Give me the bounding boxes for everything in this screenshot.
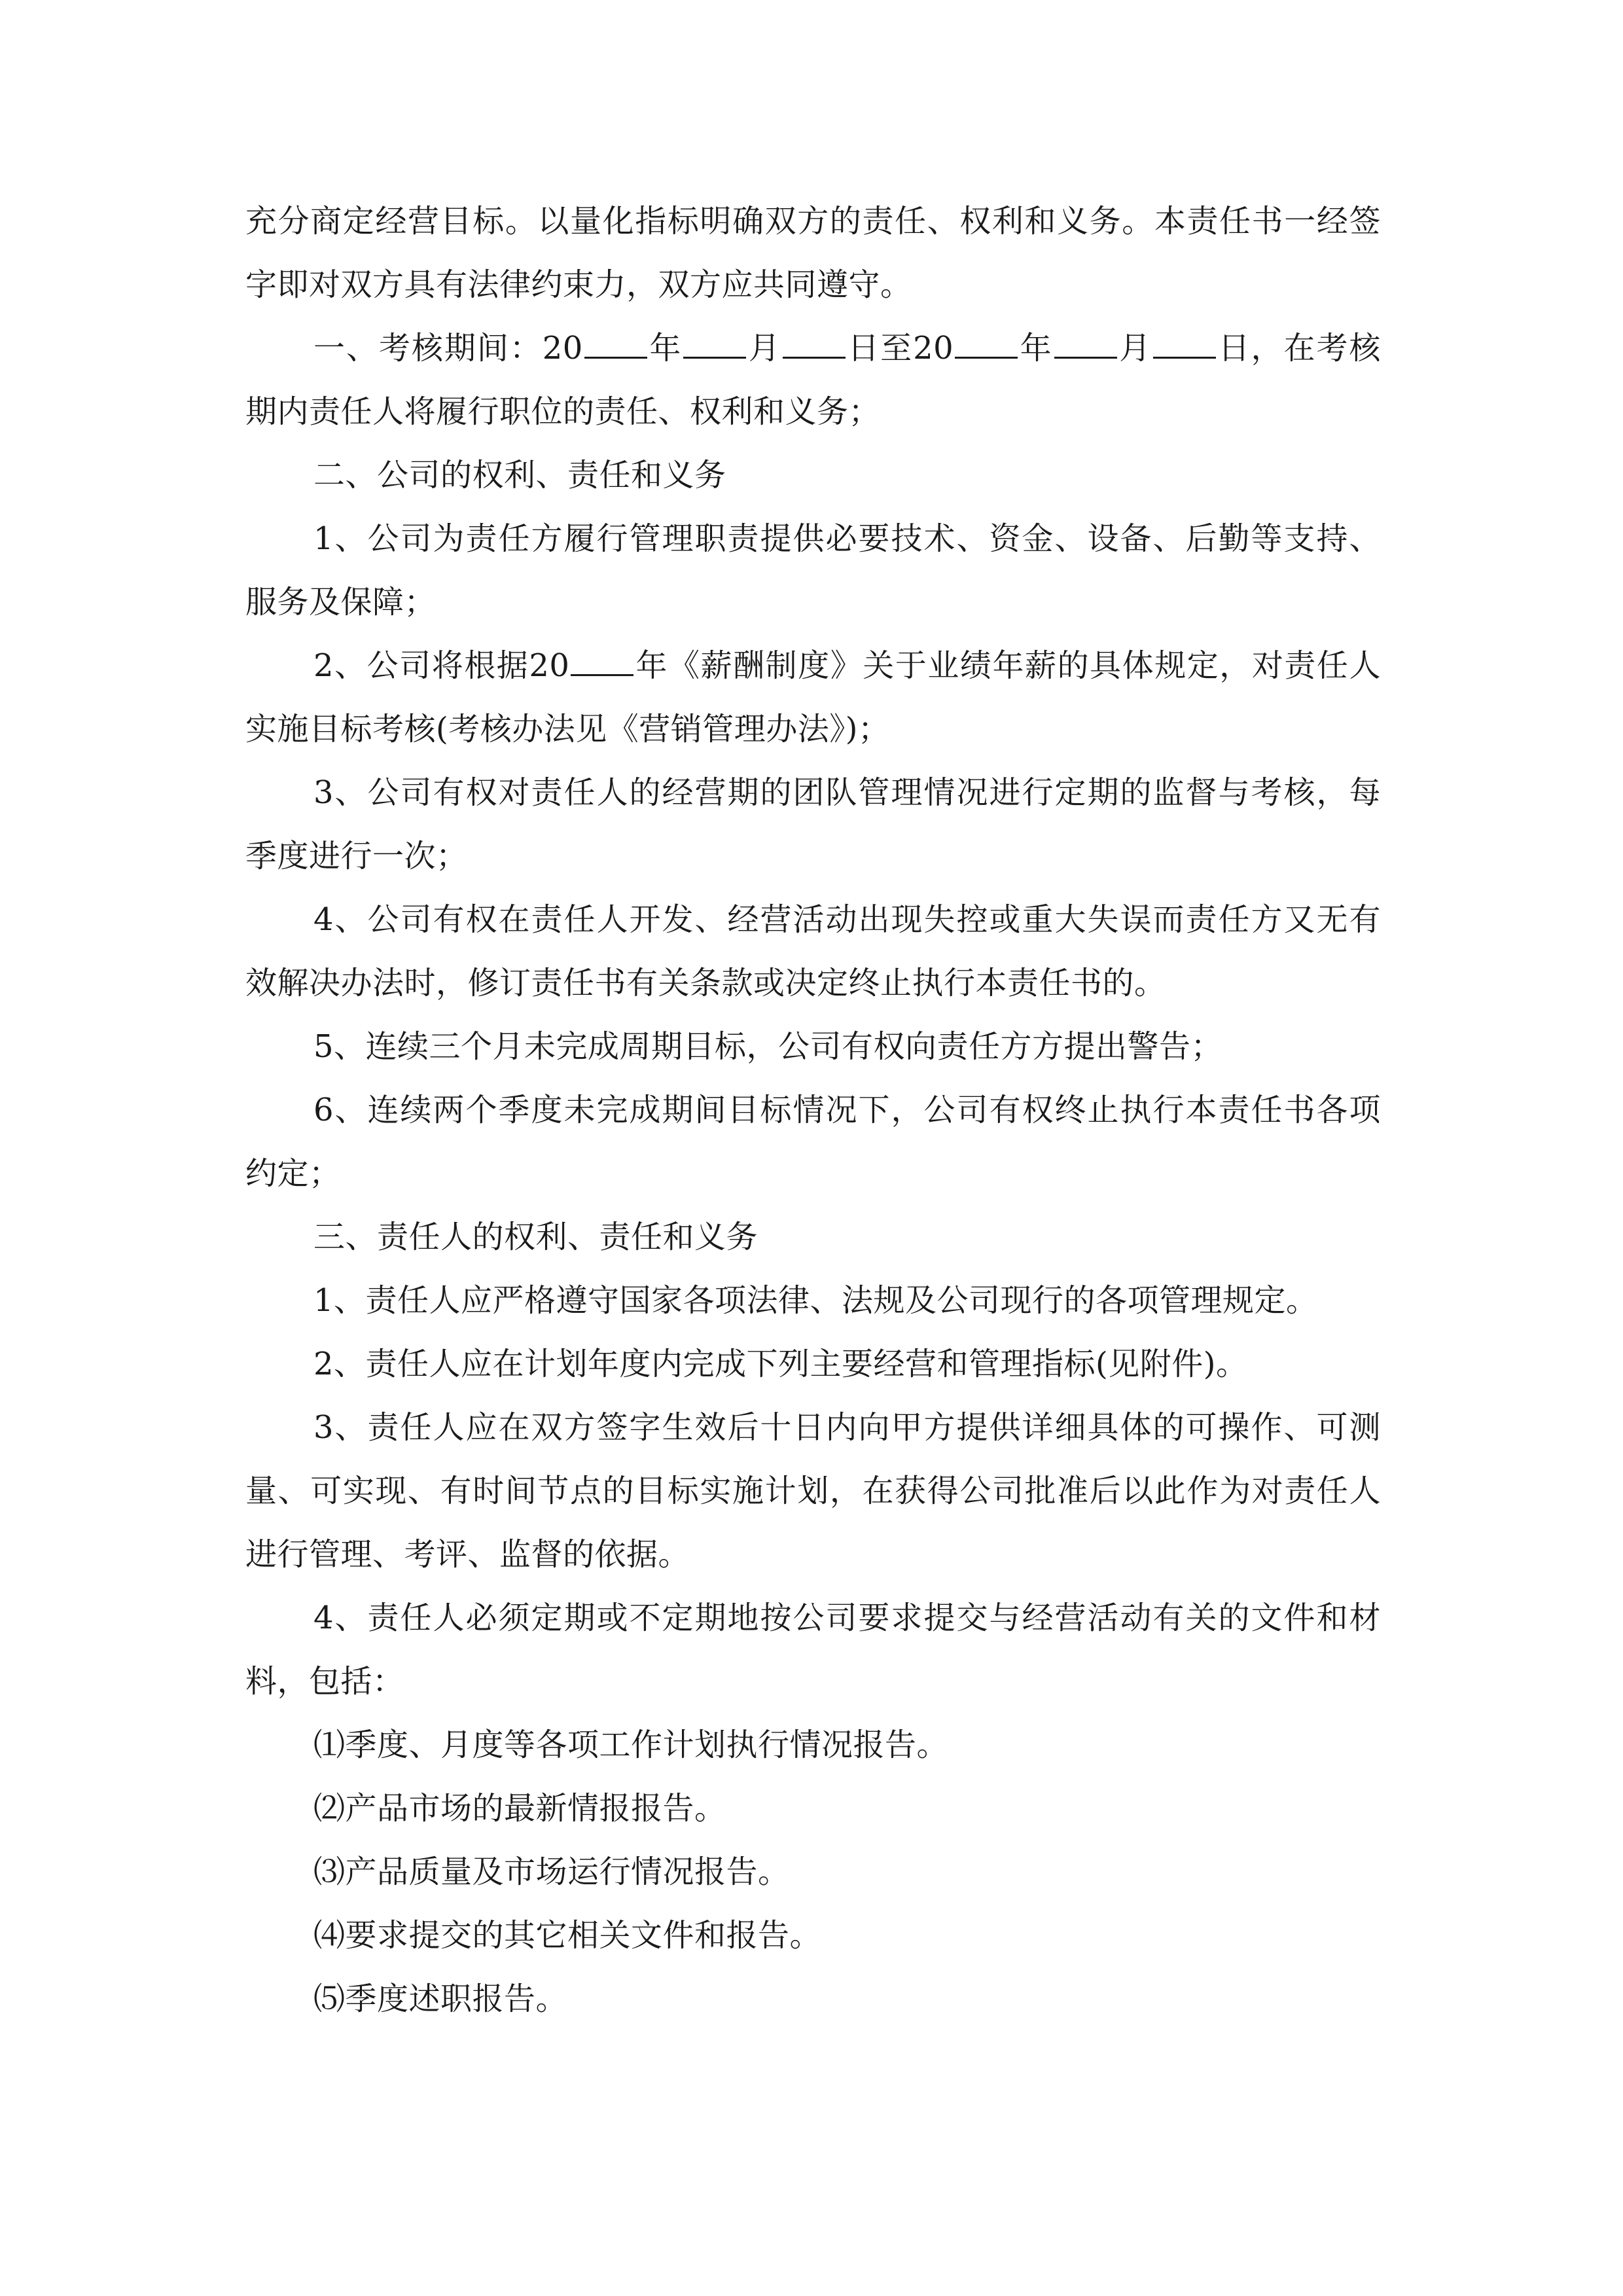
period-day-label-1: 日至20 [846,330,954,367]
responsible-clause-4: 4、责任人必须定期或不定期地按公司要求提交与经营活动有关的文件和材料，包括： [245,1600,1381,1700]
report-item-1: ⑴季度、月度等各项工作计划执行情况报告。 [313,1727,949,1763]
company-clause-4: 4、公司有权在责任人开发、经营活动出现失控或重大失误而责任方又无有效解决办法时，修订责任书有关条款或决定终止执行本责任书的。 [245,901,1381,1001]
period-lead-text: 一、考核期间：20 [313,330,583,367]
blank-day-start [783,331,846,359]
company-clause-1: 1、公司为责任方履行管理职责提供必要技术、资金、设备、后勤等支持、服务及保障； [245,520,1381,620]
paragraph-intro: 充分商定经营目标。以量化指标明确双方的责任、权利和义务。本责任书一经签字即对双方具有法律约束力，双方应共同遵守。 [245,203,1381,303]
company-clause-5: 5、连续三个月未完成周期目标，公司有权向责任方方提出警告； [313,1028,1223,1065]
salary-lead-text: 2、公司将根据20 [313,647,570,684]
document-page [245,190,1381,2031]
period-year-label-2: 年 [1019,330,1053,367]
blank-day-end [1153,331,1216,359]
period-tail-text: 日，在考核期内责任人将履行职位的责任、权利和义务； [245,330,1381,430]
blank-month-start [683,331,746,359]
section-heading-responsible-rights: 三、责任人的权利、责任和义务 [313,1219,758,1255]
company-clause-2 [245,634,1381,761]
section-heading-company-rights: 二、公司的权利、责任和义务 [313,457,726,493]
report-item-3: ⑶产品质量及市场运行情况报告。 [313,1854,790,1890]
paragraph-assessment-period [245,317,1381,444]
blank-month-end [1054,331,1117,359]
responsible-clause-1: 1、责任人应严格遵守国家各项法律、法规及公司现行的各项管理规定。 [313,1282,1318,1319]
company-clause-6: 6、连续两个季度未完成期间目标情况下，公司有权终止执行本责任书各项约定； [245,1092,1381,1192]
report-item-5: ⑸季度述职报告。 [313,1981,568,2017]
report-item-2: ⑵产品市场的最新情报报告。 [313,1790,726,1827]
blank-year-start [584,331,647,359]
responsible-clause-2: 2、责任人应在计划年度内完成下列主要经营和管理指标(见附件)。 [313,1346,1248,1382]
blank-salary-year [571,648,633,676]
company-clause-3: 3、公司有权对责任人的经营期的团队管理情况进行定期的监督与考核，每季度进行一次； [245,774,1381,874]
report-item-4: ⑷要求提交的其它相关文件和报告。 [313,1917,822,1954]
blank-year-end [955,331,1018,359]
period-month-label-1: 月 [747,330,781,367]
responsible-clause-3: 3、责任人应在双方签字生效后十日内向甲方提供详细具体的可操作、可测量、可实现、有时间节点的目标实施计划，在获得公司批准后以此作为对责任人进行管理、考评、监督的依据。 [245,1409,1381,1573]
period-year-label-1: 年 [648,330,683,367]
period-month-label-2: 月 [1118,330,1152,367]
salary-tail-text: 年《薪酬制度》关于业绩年薪的具体规定，对责任人实施目标考核(考核办法见《营销管理办法》)； [245,647,1381,747]
